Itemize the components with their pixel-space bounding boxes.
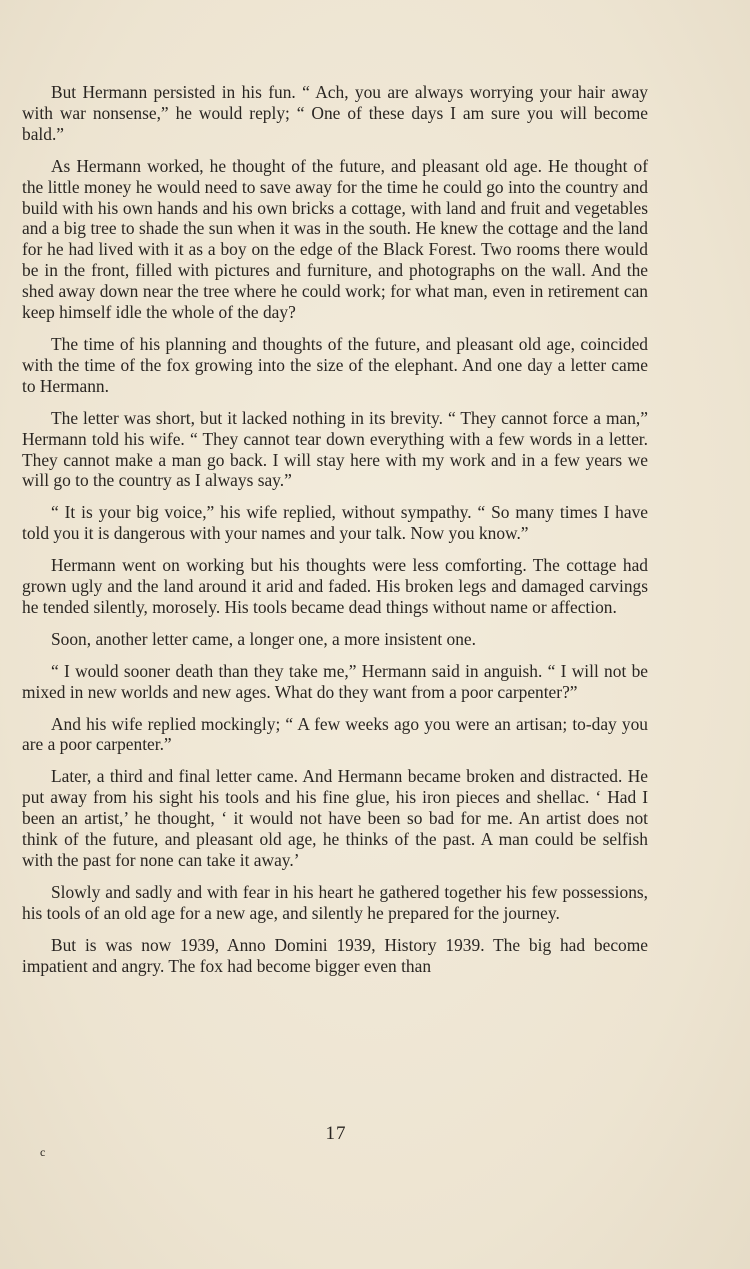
paragraph-7: Soon, another letter came, a longer one, a more insistent one. <box>51 628 476 649</box>
paragraph-4: The letter was short, but it lacked nothing in its brevity. “ They cannot force a man,” Hermann told his wife. “ They cannot tear down everything with a few words in a letter. They cannot make a man go back. I will stay here with my work and in a few years we will go to the country as I always say.” <box>22 407 648 491</box>
paragraph-2: As Hermann worked, he thought of the future, and pleasant old age. He thought of the little money he would need to save away for the time he could go into the country and build with his own hands and his own bricks a cottage, with land and fruit and vegetables and a big tree to shade the sun when it was in the south. He knew the cottage and the land for he had lived with it as a boy on the edge of the Black Forest. Two rooms there would be in the front, filled with pictures and furniture, and photographs on the wall. And the shed away down near the tree where he could work; for what man, even in retirement can keep himself idle the whole of the day? <box>22 155 648 323</box>
paragraph-9: And his wife replied mockingly; “ A few weeks ago you were an artisan; to-day you are a poor carpenter.” <box>22 713 648 755</box>
paragraph-11: Slowly and sadly and with fear in his heart he gathered together his few possessions, his tools of an old age for a new age, and silently he prepared for the journey. <box>22 881 648 923</box>
paragraph-8: “ I would sooner death than they take me,” Hermann said in anguish. “ I will not be mixed in new worlds and new ages. What do they want from a poor carpenter?” <box>22 660 648 702</box>
paragraph-10: Later, a third and final letter came. And Hermann became broken and distracted. He put away from his sight his tools and his fine glue, his iron pieces and shellac. ‘ Had I been an artist,’ he thought, ‘ it would not have been so bad for me. An artist does not think of the future, and pleasant old age, he thinks of the past. A man could be selfish with the past for none can take it away.’ <box>22 766 648 870</box>
paragraph-1: But Hermann persisted in his fun. “ Ach, you are always worrying your hair away with war nonsense,” he would reply; “ One of these days I am sure you will become bald.” <box>22 82 648 144</box>
paragraph-12: But is was now 1939, Anno Domini 1939, History 1939. The big had become impatient and angry. The fox had become bigger even than <box>22 934 648 976</box>
signature-mark: c <box>40 1145 46 1159</box>
paragraph-6: Hermann went on working but his thoughts were less comforting. The cottage had grown ugly and the land around it arid and faded. His broken legs and damaged carvings he tended silently, morosely. His tools became dead things without name or affection. <box>22 555 648 617</box>
body-text <box>22 82 648 977</box>
page-number: 17 <box>325 1123 347 1144</box>
paragraph-3: The time of his planning and thoughts of the future, and pleasant old age, coincided with the time of the fox growing into the size of the elephant. And one day a letter came to Hermann. <box>22 333 648 396</box>
paragraph-5: “ It is your big voice,” his wife replied, without sympathy. “ So many times I have told you it is dangerous with your names and your talk. Now you know.” <box>22 502 648 544</box>
